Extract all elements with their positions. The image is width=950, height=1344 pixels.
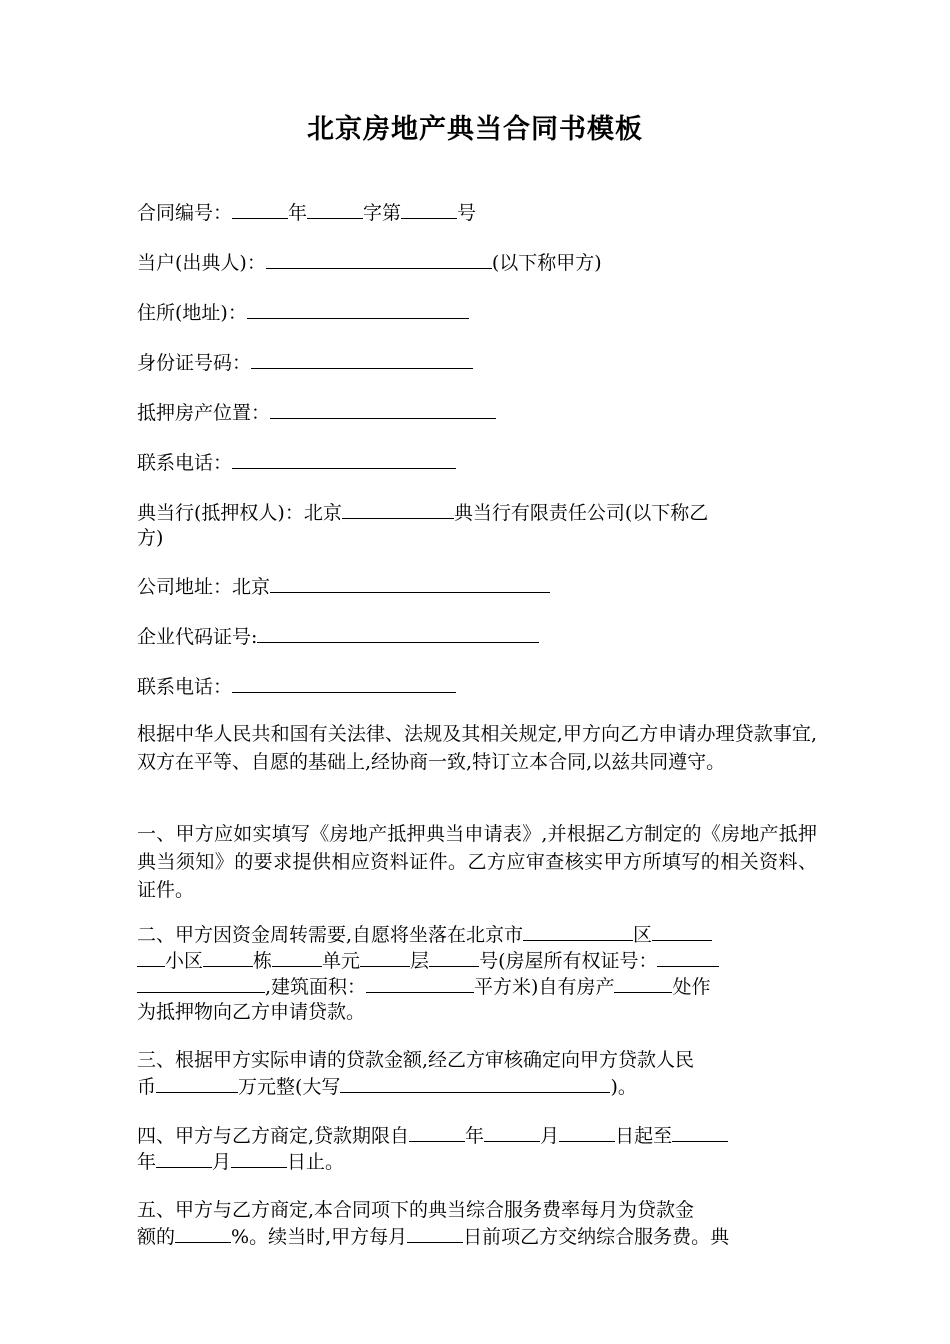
pawnshop-blank[interactable] xyxy=(342,498,454,519)
document-title: 北京房地产典当合同书模板 xyxy=(307,114,643,145)
blank-field[interactable] xyxy=(614,972,672,993)
clause-3-line-2 xyxy=(137,1072,817,1101)
contract-number-label: 合同编号： xyxy=(137,202,233,224)
id-number-label: 身份证号码： xyxy=(137,352,252,374)
clause-text: 号(房屋所有权证号： xyxy=(479,950,658,972)
blank-field[interactable] xyxy=(523,920,633,941)
address-blank[interactable] xyxy=(247,298,469,319)
pawnshop-line xyxy=(137,498,817,527)
pawner-blank[interactable] xyxy=(266,248,492,269)
blank-field[interactable] xyxy=(407,1222,463,1243)
enterprise-code-blank[interactable] xyxy=(257,622,539,643)
phone-a-line xyxy=(137,448,817,477)
blank-field[interactable] xyxy=(137,946,165,967)
blank-field[interactable] xyxy=(484,1121,540,1142)
address-label: 住所(地址)： xyxy=(137,302,247,324)
label-text: 年 xyxy=(288,202,308,224)
property-location-label: 抵押房产位置： xyxy=(137,402,271,424)
company-address-label: 公司地址：北京 xyxy=(137,576,271,598)
clause-text: 额的 xyxy=(137,1226,176,1248)
clause-text: 栋 xyxy=(253,950,273,972)
phone-b-label: 联系电话： xyxy=(137,676,233,698)
blank-field[interactable] xyxy=(657,946,719,967)
clause-text: 平方米)自有房产 xyxy=(474,976,615,998)
clause-4-line-1 xyxy=(137,1121,817,1150)
blank-field[interactable] xyxy=(137,972,265,993)
blank-field[interactable] xyxy=(401,198,457,219)
clause-text: 日止。 xyxy=(287,1151,345,1173)
pawner-suffix: (以下称甲方) xyxy=(491,252,602,274)
blank-field[interactable] xyxy=(156,1072,238,1093)
pawnshop-suffix: 典当行有限责任公司(以下称乙 xyxy=(453,502,709,524)
label-text: 号 xyxy=(457,202,477,224)
clause-text: 处作 xyxy=(672,976,711,998)
clause-text: 月 xyxy=(212,1151,232,1173)
clause-1: 一、甲方应如实填写《房地产抵押典当申请表》,并根据乙方制定的《房地产抵押典当须知》的要求提供相应资料证件。乙方应审查核实甲方所填写的相关资料、证件。 xyxy=(137,823,817,901)
pawnshop-label: 典当行(抵押权人)：北京 xyxy=(137,502,342,524)
clause-text: 二、甲方因资金周转需要,自愿将坐落在北京市 xyxy=(137,924,524,946)
blank-field[interactable] xyxy=(559,1121,615,1142)
intro-paragraph: 根据中华人民共和国有关法律、法规及其相关规定,甲方向乙方申请办理贷款事宜,双方在平等、自愿的基础上,经协商一致,特订立本合同,以兹共同遵守。 xyxy=(137,723,817,773)
address-line xyxy=(137,298,817,327)
blank-field[interactable] xyxy=(429,946,479,967)
clause-2-line-2 xyxy=(137,946,817,975)
phone-b-blank[interactable] xyxy=(232,672,456,693)
clause-text: 日前项乙方交纳综合服务费。典 xyxy=(463,1226,730,1248)
blank-field[interactable] xyxy=(366,972,474,993)
clause-text: 区 xyxy=(633,924,653,946)
clause-text: 四、甲方与乙方商定,贷款期限自 xyxy=(137,1125,410,1147)
property-location-line xyxy=(137,398,817,427)
pawner-label: 当户(出典人)： xyxy=(137,252,266,274)
blank-field[interactable] xyxy=(232,198,288,219)
clause-text: 年 xyxy=(137,1151,157,1173)
pawnshop-line-2: 方) xyxy=(137,527,164,549)
blank-field[interactable] xyxy=(156,1147,212,1168)
company-address-blank[interactable] xyxy=(270,572,550,593)
blank-field[interactable] xyxy=(272,946,322,967)
pawner-line xyxy=(137,248,817,277)
phone-a-blank[interactable] xyxy=(232,448,456,469)
blank-field[interactable] xyxy=(360,946,410,967)
clause-text: 币 xyxy=(137,1076,157,1098)
clause-2-line-4: 为抵押物向乙方申请贷款。 xyxy=(137,1001,366,1023)
clause-text: 小区 xyxy=(165,950,204,972)
blank-field[interactable] xyxy=(409,1121,465,1142)
id-number-blank[interactable] xyxy=(251,348,473,369)
clause-text: 万元整(大写 xyxy=(238,1076,341,1098)
blank-field[interactable] xyxy=(672,1121,728,1142)
contract-number-line xyxy=(137,198,817,227)
clause-5-line-2 xyxy=(137,1222,817,1251)
label-text: 字第 xyxy=(363,202,402,224)
clause-2-line-1 xyxy=(137,920,817,949)
blank-field[interactable] xyxy=(307,198,363,219)
blank-field[interactable] xyxy=(340,1072,610,1093)
enterprise-code-label: 企业代码证号: xyxy=(137,626,258,648)
id-number-line xyxy=(137,348,817,377)
phone-b-line xyxy=(137,672,817,701)
clause-text: )。 xyxy=(610,1076,637,1098)
clause-3-line-1: 三、根据甲方实际申请的贷款金额,经乙方审核确定向甲方贷款人民 xyxy=(137,1049,695,1071)
property-location-blank[interactable] xyxy=(270,398,496,419)
blank-field[interactable] xyxy=(175,1222,231,1243)
blank-field[interactable] xyxy=(652,920,712,941)
phone-a-label: 联系电话： xyxy=(137,452,233,474)
clause-text: 月 xyxy=(540,1125,560,1147)
clause-4-line-2 xyxy=(137,1147,817,1176)
clause-2-line-3 xyxy=(137,972,817,1001)
clause-text: 日起至 xyxy=(615,1125,673,1147)
clause-text: %。续当时,甲方每月 xyxy=(231,1226,408,1248)
blank-field[interactable] xyxy=(231,1147,287,1168)
clause-text: 年 xyxy=(465,1125,485,1147)
company-address-line xyxy=(137,572,817,601)
blank-field[interactable] xyxy=(203,946,253,967)
clause-text: ,建筑面积： xyxy=(265,976,367,998)
clause-text: 单元 xyxy=(322,950,361,972)
clause-5-line-1: 五、甲方与乙方商定,本合同项下的典当综合服务费率每月为贷款金 xyxy=(137,1199,695,1221)
enterprise-code-line xyxy=(137,622,817,651)
clause-text: 层 xyxy=(410,950,430,972)
